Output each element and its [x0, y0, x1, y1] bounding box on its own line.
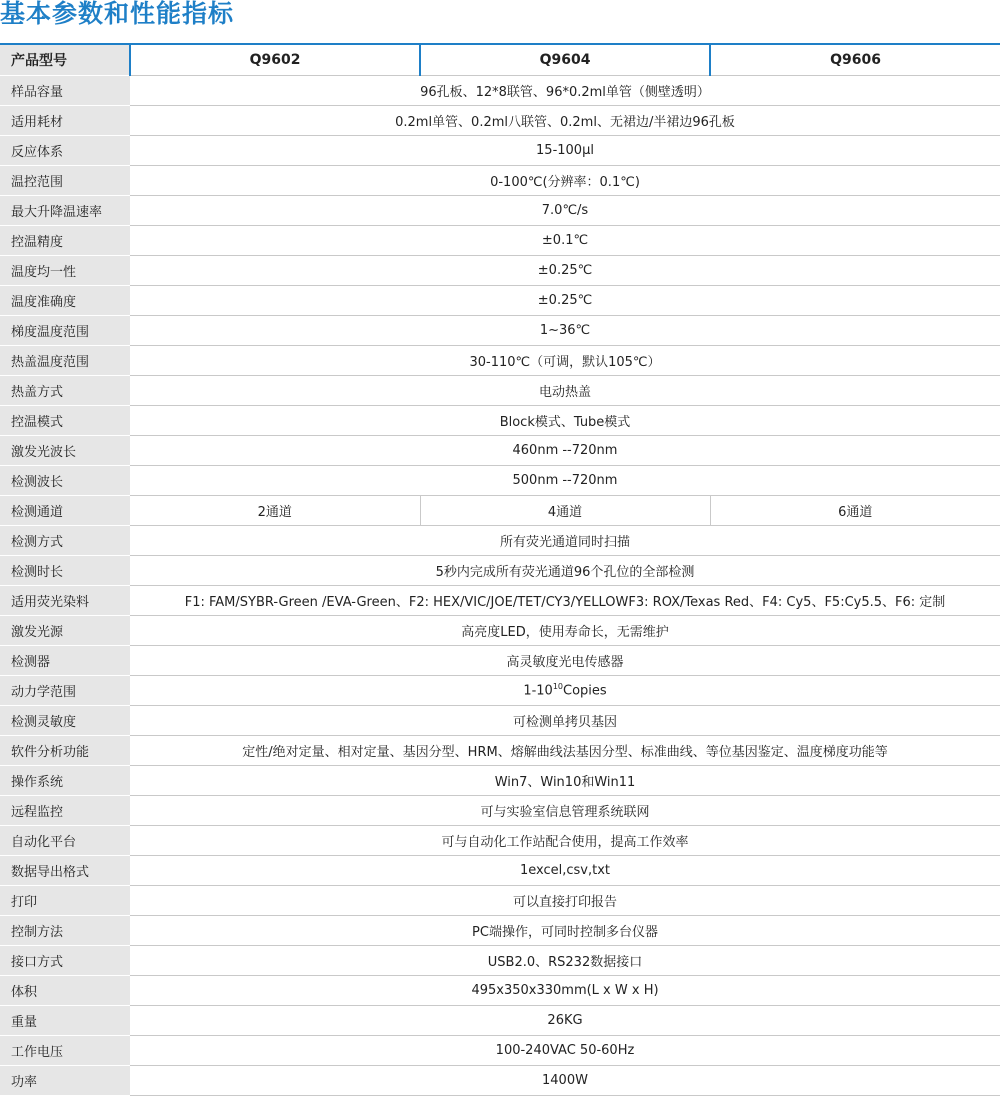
table-row	[0, 106, 1000, 136]
table-row	[0, 736, 1000, 766]
table-row	[0, 166, 1000, 196]
row-value: 5秒内完成所有荧光通道96个孔位的全部检测	[130, 556, 1000, 586]
row-value: 15-100μl	[130, 136, 1000, 166]
row-value: ±0.25℃	[130, 256, 1000, 286]
row-label: 适用耗材	[0, 106, 130, 136]
row-value: 定性/绝对定量、相对定量、基因分型、HRM、熔解曲线法基因分型、标准曲线、等位基因鉴定、温度梯度功能等	[130, 736, 1000, 766]
table-row	[0, 466, 1000, 496]
row-value: 电动热盖	[130, 376, 1000, 406]
row-label: 自动化平台	[0, 826, 130, 856]
row-value-cell: 4通道	[420, 496, 710, 526]
row-label: 操作系统	[0, 766, 130, 796]
table-row	[0, 76, 1000, 106]
row-label: 检测器	[0, 646, 130, 676]
table-row	[0, 376, 1000, 406]
row-label: 控温精度	[0, 226, 130, 256]
row-value: ±0.1℃	[130, 226, 1000, 256]
row-value: 高灵敏度光电传感器	[130, 646, 1000, 676]
row-value: 高亮度LED，使用寿命长，无需维护	[130, 616, 1000, 646]
row-label: 温度准确度	[0, 286, 130, 316]
row-label: 检测波长	[0, 466, 130, 496]
row-label: 工作电压	[0, 1036, 130, 1066]
row-label: 体积	[0, 976, 130, 1006]
row-value: 可与实验室信息管理系统联网	[130, 796, 1000, 826]
row-label: 检测通道	[0, 496, 130, 526]
row-label: 反应体系	[0, 136, 130, 166]
row-value: 26KG	[130, 1006, 1000, 1036]
table-row	[0, 976, 1000, 1006]
row-label: 激发光波长	[0, 436, 130, 466]
row-label: 温控范围	[0, 166, 130, 196]
table-row	[0, 226, 1000, 256]
table-row	[0, 886, 1000, 916]
row-value: 30-110℃（可调，默认105℃）	[130, 346, 1000, 376]
row-label: 样品容量	[0, 76, 130, 106]
row-label: 热盖温度范围	[0, 346, 130, 376]
spec-table	[0, 43, 1000, 1096]
row-value-cell: 6通道	[710, 496, 1000, 526]
table-row	[0, 1036, 1000, 1066]
table-row	[0, 256, 1000, 286]
row-value: 96孔板、12*8联管、96*0.2ml单管（侧壁透明）	[130, 76, 1000, 106]
row-value: 1400W	[130, 1066, 1000, 1096]
row-label: 检测灵敏度	[0, 706, 130, 736]
row-value	[130, 676, 1000, 706]
row-value: 可检测单拷贝基因	[130, 706, 1000, 736]
row-value: 7.0℃/s	[130, 196, 1000, 226]
table-header-row	[0, 44, 1000, 76]
row-label: 梯度温度范围	[0, 316, 130, 346]
row-label: 远程监控	[0, 796, 130, 826]
table-row	[0, 796, 1000, 826]
row-value: Block模式、Tube模式	[130, 406, 1000, 436]
table-row	[0, 496, 1000, 526]
value-unit: Copies	[563, 683, 607, 699]
row-label: 激发光源	[0, 616, 130, 646]
table-row	[0, 1066, 1000, 1096]
row-label: 热盖方式	[0, 376, 130, 406]
row-value: PC端操作，可同时控制多台仪器	[130, 916, 1000, 946]
row-label: 软件分析功能	[0, 736, 130, 766]
row-value: F1: FAM/SYBR-Green /EVA-Green、F2: HEX/VIC/JOE/TET/CY3/YELLOWF3: ROX/Texas Red、F4: Cy5、F5:Cy5.5、F6: 定制	[130, 586, 1000, 616]
row-label: 打印	[0, 886, 130, 916]
table-row	[0, 286, 1000, 316]
row-label: 温度均一性	[0, 256, 130, 286]
row-value: USB2.0、RS232数据接口	[130, 946, 1000, 976]
row-label: 检测时长	[0, 556, 130, 586]
table-row	[0, 676, 1000, 706]
table-row	[0, 706, 1000, 736]
table-row	[0, 526, 1000, 556]
table-row	[0, 406, 1000, 436]
row-value: 1~36℃	[130, 316, 1000, 346]
table-row	[0, 826, 1000, 856]
row-value: 可以直接打印报告	[130, 886, 1000, 916]
row-value: 500nm --720nm	[130, 466, 1000, 496]
table-row	[0, 316, 1000, 346]
row-value: 所有荧光通道同时扫描	[130, 526, 1000, 556]
model-q9604: Q9604	[420, 44, 710, 76]
row-value: 可与自动化工作站配合使用，提高工作效率	[130, 826, 1000, 856]
row-label: 接口方式	[0, 946, 130, 976]
value-base: 1-10	[523, 683, 553, 699]
page-title: 基本参数和性能指标	[0, 0, 235, 28]
row-value: 495x350x330mm(L x W x H)	[130, 976, 1000, 1006]
row-value-cell: 2通道	[130, 496, 420, 526]
row-value: 100-240VAC 50-60Hz	[130, 1036, 1000, 1066]
model-q9602: Q9602	[130, 44, 420, 76]
row-label: 功率	[0, 1066, 130, 1096]
header-label: 产品型号	[0, 44, 130, 76]
table-row	[0, 766, 1000, 796]
row-label: 控制方法	[0, 916, 130, 946]
row-value: 460nm --720nm	[130, 436, 1000, 466]
table-row	[0, 646, 1000, 676]
table-row	[0, 436, 1000, 466]
row-label: 数据导出格式	[0, 856, 130, 886]
row-value: Win7、Win10和Win11	[130, 766, 1000, 796]
table-row	[0, 136, 1000, 166]
value-exponent: 10	[552, 682, 564, 692]
table-row	[0, 856, 1000, 886]
row-value: 1excel,csv,txt	[130, 856, 1000, 886]
row-label: 控温模式	[0, 406, 130, 436]
row-label: 重量	[0, 1006, 130, 1036]
model-q9606: Q9606	[710, 44, 1000, 76]
row-label: 适用荧光染料	[0, 586, 130, 616]
row-value: ±0.25℃	[130, 286, 1000, 316]
row-label: 动力学范围	[0, 676, 130, 706]
table-row	[0, 346, 1000, 376]
table-row	[0, 586, 1000, 616]
table-row	[0, 1006, 1000, 1036]
row-label: 最大升降温速率	[0, 196, 130, 226]
row-value: 0.2ml单管、0.2ml八联管、0.2ml、无裙边/半裙边96孔板	[130, 106, 1000, 136]
row-label: 检测方式	[0, 526, 130, 556]
table-row	[0, 196, 1000, 226]
table-row	[0, 916, 1000, 946]
table-row	[0, 616, 1000, 646]
table-row	[0, 556, 1000, 586]
row-value: 0-100℃(分辨率：0.1℃)	[130, 166, 1000, 196]
table-row	[0, 946, 1000, 976]
